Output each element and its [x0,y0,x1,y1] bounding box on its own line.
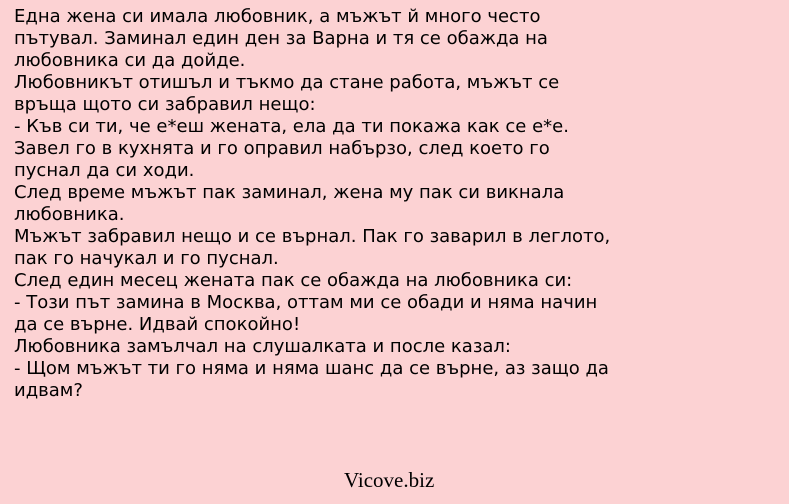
joke-line: Любовника замълчал на слушалката и после казал: [14,336,511,357]
joke-line: - Този път замина в Москва, оттам ми се обади и няма начин [14,292,598,313]
joke-line: идвам? [14,380,83,401]
joke-line: - Къв си ти, че е*еш жената, ела да ти покажа как се е*е. [14,116,569,137]
joke-line: пуснал да си ходи. [14,160,195,181]
joke-line: да се върне. Идвай спокойно! [14,314,301,335]
site-watermark: Vicove.biz [344,468,435,492]
joke-line: Мъжът забравил нещо и се върнал. Пак го заварил в леглото, [14,226,611,247]
joke-line: пътувал. Заминал един ден за Варна и тя се обажда на [14,28,548,49]
joke-line: връща щото си забравил нещо: [14,94,316,115]
joke-line: След време мъжът пак заминал, жена му пак си викнала [14,182,565,203]
joke-line: След един месец жената пак се обажда на любовника си: [14,270,573,291]
joke-line: любовника си да дойде. [14,50,246,71]
joke-text [14,6,784,402]
joke-line: Една жена си имала любовник, а мъжът й много често [14,6,541,27]
joke-line: Любовникът отишъл и тъкмо да стане работа, мъжът се [14,72,560,93]
joke-line: Завел го в кухнята и го оправил набързо, след което го [14,138,550,159]
joke-line: любовника. [14,204,125,225]
joke-line: - Щом мъжът ти го няма и няма шанс да се върне, аз защо да [14,358,609,379]
joke-line: пак го начукал и го пуснал. [14,248,279,269]
